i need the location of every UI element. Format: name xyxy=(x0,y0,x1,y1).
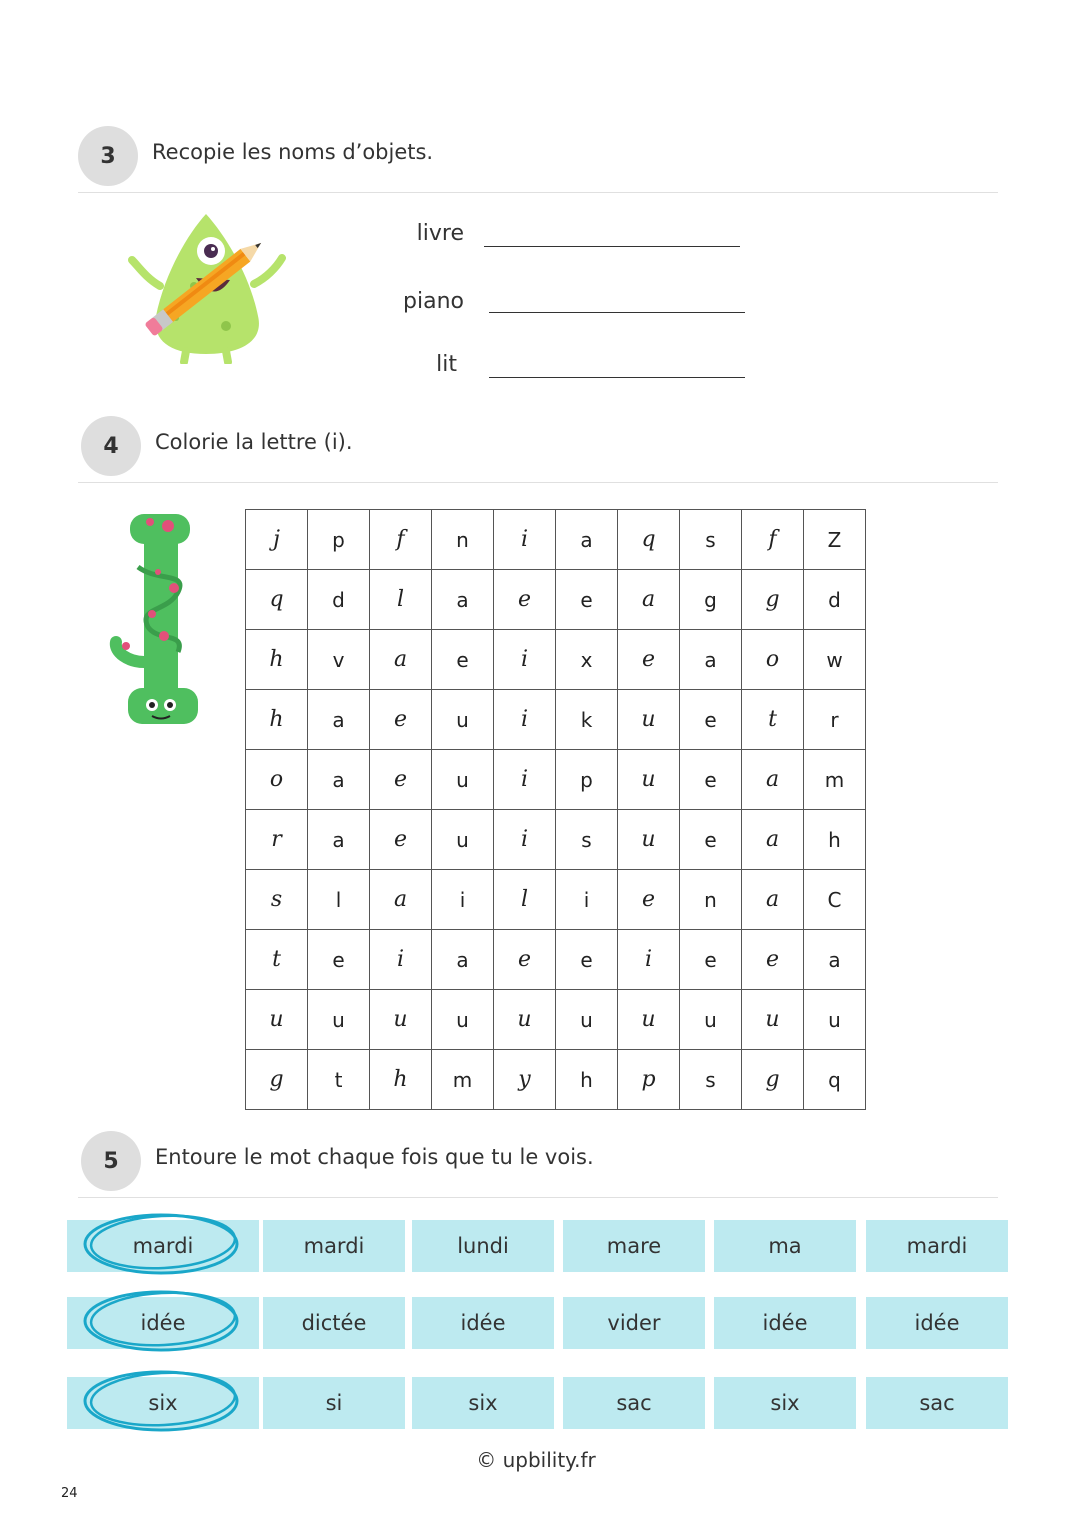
copy-word-label: livre xyxy=(416,221,464,246)
grid-letter-cell[interactable]: e xyxy=(556,570,618,630)
grid-letter-cell[interactable]: e xyxy=(618,870,680,930)
grid-letter-cell[interactable]: g xyxy=(680,570,742,630)
grid-letter-cell[interactable]: m xyxy=(432,1050,494,1110)
grid-row xyxy=(246,570,866,630)
grid-letter-cell[interactable]: a xyxy=(308,690,370,750)
word-cell[interactable] xyxy=(563,1297,705,1349)
grid-letter-cell[interactable]: i xyxy=(494,510,556,570)
word-label: si xyxy=(325,1391,343,1415)
word-cell[interactable] xyxy=(714,1377,856,1429)
grid-letter-cell[interactable]: p xyxy=(308,510,370,570)
grid-letter-cell[interactable]: o xyxy=(742,630,804,690)
word-cell[interactable] xyxy=(263,1377,405,1429)
grid-letter-cell[interactable]: t xyxy=(742,690,804,750)
grid-letter-cell[interactable]: a xyxy=(308,810,370,870)
grid-letter-cell[interactable]: o xyxy=(246,750,308,810)
word-label: mardi xyxy=(132,1234,194,1258)
grid-letter-cell[interactable]: h xyxy=(246,630,308,690)
grid-row xyxy=(246,810,866,870)
grid-letter-cell[interactable]: a xyxy=(680,630,742,690)
grid-letter-cell[interactable]: i xyxy=(370,930,432,990)
grid-letter-cell[interactable]: u xyxy=(432,990,494,1050)
monster-pencil-illustration xyxy=(126,206,292,364)
grid-letter-cell[interactable]: v xyxy=(308,630,370,690)
grid-letter-cell[interactable]: e xyxy=(370,810,432,870)
grid-letter-cell[interactable]: q xyxy=(804,1050,866,1110)
grid-letter-cell[interactable]: a xyxy=(556,510,618,570)
exercise-title: Colorie la lettre (i). xyxy=(155,430,353,454)
grid-letter-cell[interactable]: s xyxy=(246,870,308,930)
grid-letter-cell[interactable]: d xyxy=(308,570,370,630)
word-label: sac xyxy=(616,1391,652,1415)
exercise-number-badge: 5 xyxy=(81,1131,141,1191)
letter-search-grid xyxy=(245,509,866,1110)
grid-letter-cell[interactable]: a xyxy=(370,870,432,930)
grid-letter-cell[interactable]: e xyxy=(494,570,556,630)
hand-drawn-circle-icon xyxy=(83,1365,275,1435)
word-cell[interactable] xyxy=(866,1220,1008,1272)
grid-letter-cell[interactable]: i xyxy=(618,930,680,990)
exercise-title: Entoure le mot chaque fois que tu le vois. xyxy=(155,1145,594,1169)
grid-letter-cell[interactable]: e xyxy=(432,630,494,690)
grid-letter-cell[interactable]: u xyxy=(246,990,308,1050)
grid-letter-cell[interactable]: a xyxy=(432,930,494,990)
word-cell[interactable] xyxy=(866,1297,1008,1349)
model-word-cell xyxy=(67,1220,259,1272)
grid-letter-cell[interactable]: u xyxy=(618,750,680,810)
grid-letter-cell[interactable]: u xyxy=(432,810,494,870)
word-label: mare xyxy=(606,1234,662,1258)
grid-letter-cell[interactable]: a xyxy=(742,870,804,930)
grid-letter-cell[interactable]: d xyxy=(804,570,866,630)
grid-letter-cell[interactable]: e xyxy=(494,930,556,990)
grid-letter-cell[interactable]: a xyxy=(742,750,804,810)
word-cell[interactable] xyxy=(412,1377,554,1429)
grid-letter-cell[interactable]: t xyxy=(308,1050,370,1110)
word-cell[interactable] xyxy=(714,1297,856,1349)
copy-answer-line[interactable] xyxy=(489,377,745,378)
grid-letter-cell[interactable]: a xyxy=(370,630,432,690)
word-cell[interactable] xyxy=(412,1297,554,1349)
grid-letter-cell[interactable]: u xyxy=(618,990,680,1050)
word-cell[interactable] xyxy=(412,1220,554,1272)
word-cell[interactable] xyxy=(714,1220,856,1272)
grid-letter-cell[interactable]: u xyxy=(804,990,866,1050)
grid-row xyxy=(246,690,866,750)
grid-letter-cell[interactable]: n xyxy=(432,510,494,570)
model-word-cell xyxy=(67,1297,259,1349)
page-number: 24 xyxy=(61,1486,78,1501)
grid-letter-cell[interactable]: e xyxy=(680,690,742,750)
grid-letter-cell[interactable]: f xyxy=(370,510,432,570)
grid-row xyxy=(246,750,866,810)
word-label: six xyxy=(468,1391,498,1415)
grid-letter-cell[interactable]: u xyxy=(680,990,742,1050)
grid-letter-cell[interactable]: e xyxy=(308,930,370,990)
grid-row xyxy=(246,630,866,690)
word-label: sac xyxy=(919,1391,955,1415)
grid-letter-cell[interactable]: g xyxy=(742,1050,804,1110)
grid-letter-cell[interactable]: m xyxy=(804,750,866,810)
grid-letter-cell[interactable]: l xyxy=(494,870,556,930)
grid-letter-cell[interactable]: n xyxy=(680,870,742,930)
grid-row xyxy=(246,870,866,930)
grid-letter-cell[interactable]: e xyxy=(680,810,742,870)
grid-letter-cell[interactable]: r xyxy=(246,810,308,870)
copyright-footer: © upbility.fr xyxy=(476,1448,596,1472)
word-label: idée xyxy=(140,1311,186,1335)
grid-letter-cell[interactable]: C xyxy=(804,870,866,930)
letter-i-monster-illustration xyxy=(108,512,202,730)
grid-letter-cell[interactable]: a xyxy=(308,750,370,810)
grid-letter-cell[interactable]: u xyxy=(618,690,680,750)
word-cell[interactable] xyxy=(563,1377,705,1429)
word-label: six xyxy=(770,1391,800,1415)
grid-letter-cell[interactable]: k xyxy=(556,690,618,750)
grid-letter-cell[interactable]: q xyxy=(618,510,680,570)
grid-letter-cell[interactable]: a xyxy=(742,810,804,870)
grid-letter-cell[interactable]: w xyxy=(804,630,866,690)
grid-letter-cell[interactable]: h xyxy=(804,810,866,870)
grid-letter-cell[interactable]: h xyxy=(556,1050,618,1110)
exercise-title: Recopie les noms d’objets. xyxy=(152,140,434,164)
grid-letter-cell[interactable]: Z xyxy=(804,510,866,570)
exercise-number-badge: 3 xyxy=(78,126,138,186)
grid-letter-cell[interactable]: t xyxy=(246,930,308,990)
word-label: idée xyxy=(914,1311,960,1335)
grid-letter-cell[interactable]: a xyxy=(432,570,494,630)
grid-letter-cell[interactable]: l xyxy=(370,570,432,630)
grid-letter-cell[interactable]: i xyxy=(494,810,556,870)
grid-letter-cell[interactable]: g xyxy=(246,1050,308,1110)
grid-letter-cell[interactable]: e xyxy=(742,930,804,990)
grid-letter-cell[interactable]: p xyxy=(618,1050,680,1110)
copy-answer-line[interactable] xyxy=(484,246,740,247)
exercise-number-badge: 4 xyxy=(81,416,141,476)
grid-letter-cell[interactable]: s xyxy=(680,1050,742,1110)
grid-letter-cell[interactable]: u xyxy=(432,750,494,810)
grid-letter-cell[interactable]: i xyxy=(494,690,556,750)
grid-letter-cell[interactable]: a xyxy=(618,570,680,630)
copy-word-label: lit xyxy=(436,352,457,377)
exercise-5-header xyxy=(78,1131,998,1198)
word-cell[interactable] xyxy=(563,1220,705,1272)
grid-letter-cell[interactable]: f xyxy=(742,510,804,570)
word-label: vider xyxy=(607,1311,661,1335)
word-label: lundi xyxy=(457,1234,509,1258)
grid-letter-cell[interactable]: u xyxy=(370,990,432,1050)
grid-row xyxy=(246,1050,866,1110)
grid-letter-cell[interactable]: u xyxy=(308,990,370,1050)
grid-letter-cell[interactable]: l xyxy=(308,870,370,930)
grid-letter-cell[interactable]: r xyxy=(804,690,866,750)
word-cell[interactable] xyxy=(263,1297,405,1349)
grid-letter-cell[interactable]: h xyxy=(246,690,308,750)
grid-letter-cell[interactable]: e xyxy=(680,750,742,810)
word-cell[interactable] xyxy=(263,1220,405,1272)
word-label: mardi xyxy=(906,1234,968,1258)
grid-letter-cell[interactable]: s xyxy=(680,510,742,570)
grid-letter-cell[interactable]: q xyxy=(246,570,308,630)
grid-letter-cell[interactable]: j xyxy=(246,510,308,570)
grid-letter-cell[interactable]: e xyxy=(370,750,432,810)
exercise-4-header xyxy=(78,416,998,483)
grid-letter-cell[interactable]: u xyxy=(432,690,494,750)
grid-letter-cell[interactable]: e xyxy=(370,690,432,750)
copy-word-label: piano xyxy=(403,289,464,314)
grid-letter-cell[interactable]: i xyxy=(556,870,618,930)
grid-letter-cell[interactable]: i xyxy=(494,750,556,810)
word-label: idée xyxy=(460,1311,506,1335)
grid-letter-cell[interactable]: a xyxy=(804,930,866,990)
word-cell[interactable] xyxy=(866,1377,1008,1429)
grid-letter-cell[interactable]: y xyxy=(494,1050,556,1110)
grid-letter-cell[interactable]: s xyxy=(556,810,618,870)
model-word-cell xyxy=(67,1377,259,1429)
grid-row xyxy=(246,930,866,990)
grid-letter-cell[interactable]: h xyxy=(370,1050,432,1110)
word-label: six xyxy=(148,1391,178,1415)
word-label: mardi xyxy=(303,1234,365,1258)
grid-letter-cell[interactable]: u xyxy=(494,990,556,1050)
grid-row xyxy=(246,990,866,1050)
exercise-3-header xyxy=(78,126,998,193)
grid-letter-cell[interactable]: p xyxy=(556,750,618,810)
word-label: dictée xyxy=(301,1311,367,1335)
grid-letter-cell[interactable]: e xyxy=(618,630,680,690)
grid-letter-cell[interactable]: e xyxy=(680,930,742,990)
word-label: ma xyxy=(768,1234,802,1258)
grid-letter-cell[interactable]: u xyxy=(618,810,680,870)
grid-letter-cell[interactable]: u xyxy=(742,990,804,1050)
grid-letter-cell[interactable]: g xyxy=(742,570,804,630)
copy-answer-line[interactable] xyxy=(489,312,745,313)
grid-letter-cell[interactable]: i xyxy=(494,630,556,690)
grid-row xyxy=(246,510,866,570)
word-label: idée xyxy=(762,1311,808,1335)
grid-letter-cell[interactable]: x xyxy=(556,630,618,690)
grid-letter-cell[interactable]: u xyxy=(556,990,618,1050)
grid-letter-cell[interactable]: e xyxy=(556,930,618,990)
grid-letter-cell[interactable]: i xyxy=(432,870,494,930)
